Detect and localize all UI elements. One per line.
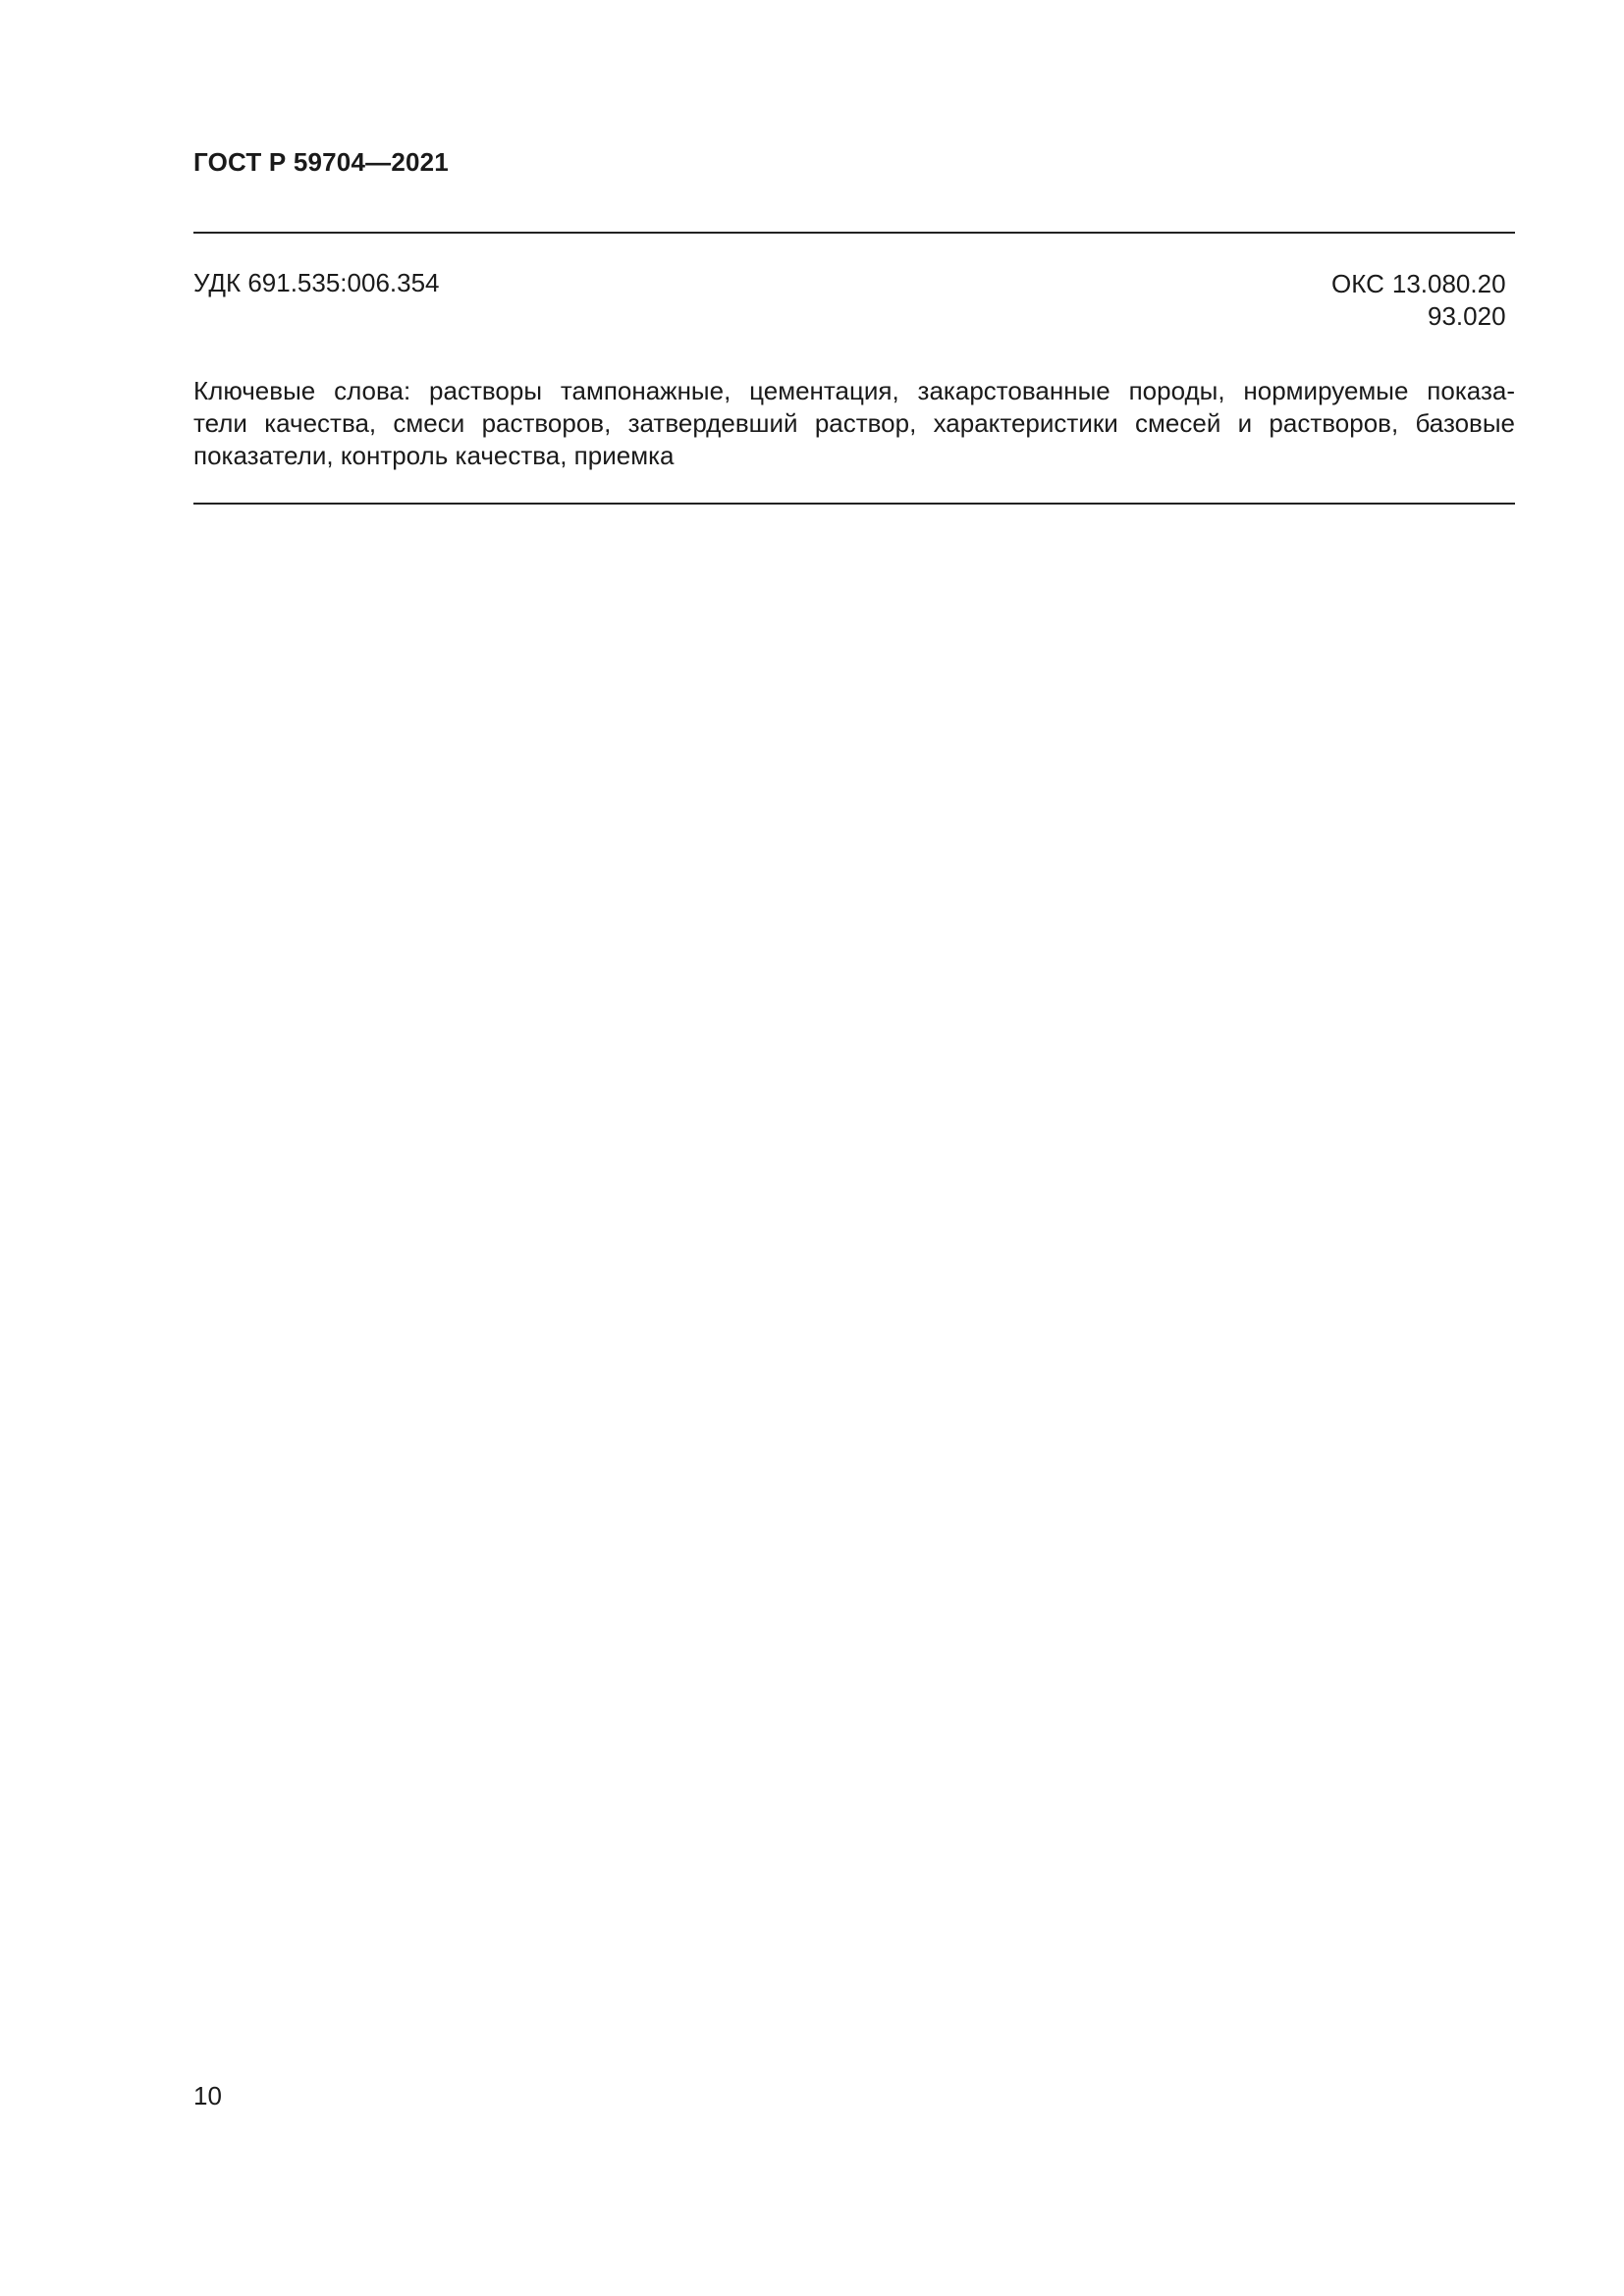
udc-code: УДК 691.535:006.354 (193, 268, 440, 297)
keywords-line: показатели, контроль качества, приемка (193, 441, 675, 470)
keywords-line: Ключевые слова: растворы тампонажные, цементация, закарстованные породы, нормируемые показа- (193, 376, 1515, 405)
oks-code: 93.020 (1428, 301, 1506, 331)
top-divider (193, 232, 1515, 234)
keywords-paragraph (193, 375, 1515, 472)
document-code-header: ГОСТ Р 59704—2021 (193, 147, 449, 177)
page-number: 10 (193, 2081, 222, 2110)
oks-block (1331, 268, 1506, 333)
oks-label: ОКС (1331, 269, 1384, 298)
oks-code: 13.080.20 (1391, 269, 1506, 298)
oks-codes (1392, 268, 1506, 333)
bottom-divider (193, 503, 1515, 505)
keywords-line: тели качества, смеси растворов, затвердевший раствор, характеристики смесей и растворов, базовые (193, 408, 1515, 438)
